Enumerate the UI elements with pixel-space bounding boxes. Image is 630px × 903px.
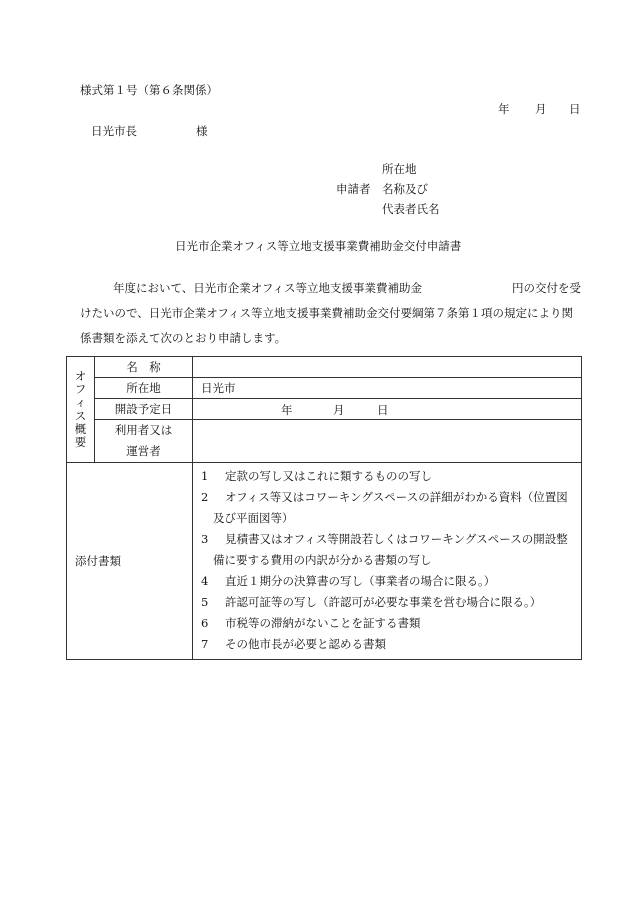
applicant-rep-label: 代表者氏名 [382,202,440,216]
office-overview-heading: オ フ ィ ス 概 要 [67,357,95,463]
list-item: 7 その他市長が必要と認める書類 [201,637,386,651]
list-item: 6 市税等の滞納がないことを証する書類 [201,616,421,630]
list-item: 4 直近１期分の決算書の写し（事業者の場合に限る。） [201,574,496,588]
form-number: 様式第１号（第６条関係） [80,83,218,97]
list-item: 1 定款の写し又はこれに類するものの写し [201,469,432,483]
applicant-role-label: 申請者 [336,182,371,196]
applicant-name-label: 名称及び [382,182,428,196]
list-item: 5 許認可証等の写し（許認可が必要な事業を営む場合に限る。） [201,595,542,609]
attachments-list [193,463,582,660]
list-item: 2 オフィス等又はコワーキングスペースの詳細がわかる資料（位置図及び平面図等） [201,490,568,525]
body-line1a: 年度において、日光市企業オフィス等立地支援事業費補助金 [113,281,423,295]
date-day-label: 日 [569,102,581,116]
table-row [67,463,582,660]
body-line2: けたいので、日光市企業オフィス等立地支援事業費補助金交付要綱第７条第１項の規定により関 [80,306,573,320]
operator-label: 利用者又は 運営者 [95,420,193,463]
opening-day-label: 日 [377,403,389,417]
table-row [67,420,582,463]
addressee-honorific: 様 [196,124,208,138]
list-item: 3 見積書又はオフィス等開設若しくはコワーキングスペースの開設整備に要する費用の内訳が分かる書類の写し [201,532,568,567]
office-address-field[interactable]: 日光市 [193,378,582,399]
office-name-label: 名 称 [95,357,193,378]
office-address-label: 所在地 [95,378,193,399]
table-row [67,378,582,399]
applicant-address-label: 所在地 [382,162,417,176]
document-title: 日光市企業オフィス等立地支援事業費補助金交付申請書 [175,239,462,253]
date-year-label: 年 [498,102,510,116]
attachments-label: 添付書類 [67,463,193,660]
date-month-label: 月 [535,102,547,116]
table-row [67,399,582,420]
office-name-field[interactable] [193,357,582,378]
addressee-name: 日光市長 [91,124,137,138]
application-table [66,356,582,660]
application-body [80,276,582,351]
table-row [67,357,582,378]
opening-date-label: 開設予定日 [95,399,193,420]
opening-year-label: 年 [281,403,293,417]
opening-month-label: 月 [333,403,345,417]
body-line1b: 円の交付を受 [512,281,581,295]
opening-date-field[interactable] [193,399,582,420]
operator-field[interactable] [193,420,582,463]
body-line3: 係書類を添えて次のとおり申請します。 [80,331,287,345]
